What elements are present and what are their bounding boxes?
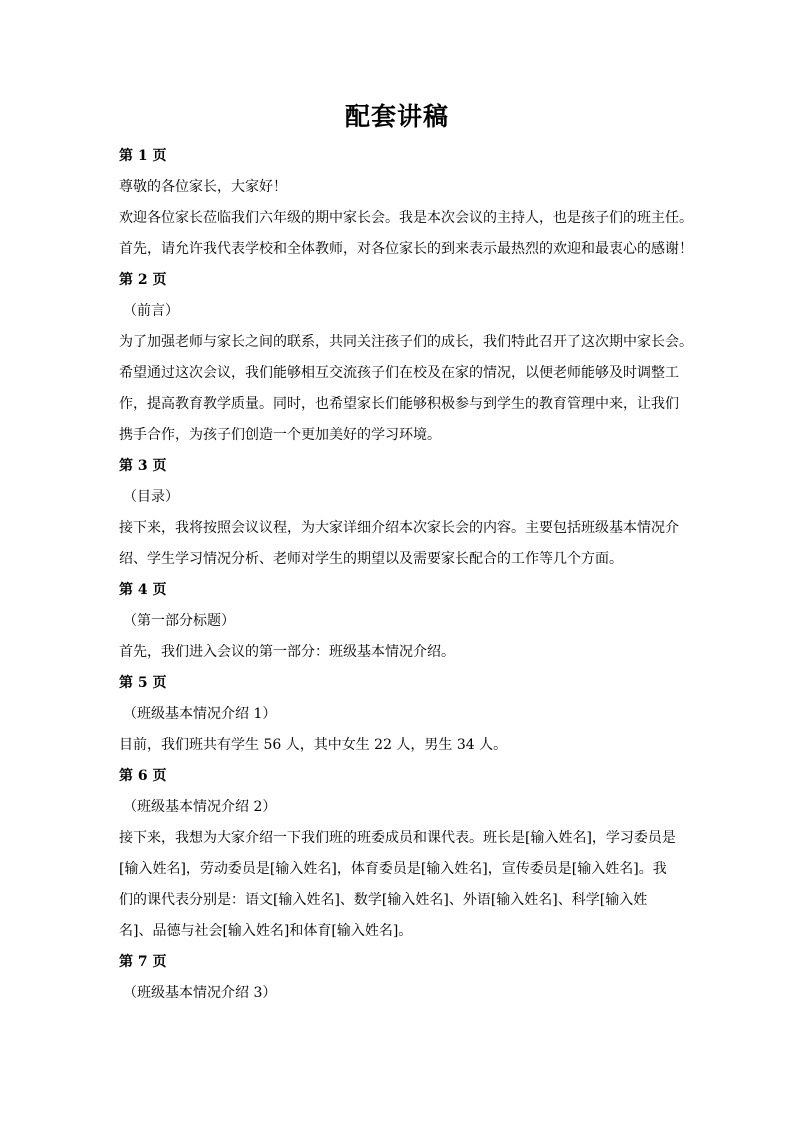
page-label: 第 3 页 (119, 458, 167, 474)
document-title: 配套讲稿 (344, 102, 449, 131)
page-label: 第 4 页 (119, 582, 167, 598)
page-label: 第 7 页 (119, 954, 167, 970)
paragraph: 作，提高教育教学质量。同时，也希望家长们能够积极参与到学生的教育管理中来，让我们 (119, 396, 679, 412)
paragraph: 尊敬的各位家长，大家好！ (119, 179, 287, 195)
paragraph: 目前，我们班共有学生 56 人，其中女生 22 人，男生 34 人。 (119, 737, 508, 753)
section-note: （班级基本情况介绍 3） (123, 985, 277, 1001)
paragraph: 绍、学生学习情况分析、老师对学生的期望以及需要家长配合的工作等几个方面。 (119, 551, 623, 567)
document-body (119, 141, 694, 1009)
section-note: （第一部分标题） (123, 613, 235, 629)
section-note: （班级基本情况介绍 1） (123, 706, 277, 722)
section-note: （目录） (123, 489, 179, 505)
paragraph: 名]、品德与社会[输入姓名]和体育[输入姓名]。 (119, 923, 413, 939)
paragraph: 接下来，我想为大家介绍一下我们班的班委成员和课代表。班长是[输入姓名]，学习委员是 (119, 830, 676, 846)
paragraph: 首先，请允许我代表学校和全体教师，对各位家长的到来表示最热烈的欢迎和最衷心的感谢！ (119, 241, 693, 257)
paragraph: 接下来，我将按照会议议程，为大家详细介绍本次家长会的内容。主要包括班级基本情况介 (119, 520, 679, 536)
paragraph: 欢迎各位家长莅临我们六年级的期中家长会。我是本次会议的主持人，也是孩子们的班主任。 (119, 210, 693, 226)
page-label: 第 6 页 (119, 768, 167, 784)
paragraph: [输入姓名]，劳动委员是[输入姓名]，体育委员是[输入姓名]，宣传委员是[输入姓名]。我 (119, 861, 667, 877)
paragraph: 为了加强老师与家长之间的联系，共同关注孩子们的成长，我们特此召开了这次期中家长会。 (119, 334, 693, 350)
section-note: （班级基本情况介绍 2） (123, 799, 277, 815)
page-label: 第 1 页 (119, 148, 167, 164)
paragraph: 希望通过这次会议，我们能够相互交流孩子们在校及在家的情况，以便老师能够及时调整工 (119, 365, 679, 381)
paragraph: 们的课代表分别是：语文[输入姓名]、数学[输入姓名]、外语[输入姓名]、科学[输入姓 (119, 892, 648, 908)
section-note: （前言） (123, 303, 179, 319)
page-label: 第 2 页 (119, 272, 167, 288)
paragraph: 首先，我们进入会议的第一部分：班级基本情况介绍。 (119, 644, 455, 660)
page-label: 第 5 页 (119, 675, 167, 691)
paragraph: 携手合作，为孩子们创造一个更加美好的学习环境。 (119, 427, 441, 443)
